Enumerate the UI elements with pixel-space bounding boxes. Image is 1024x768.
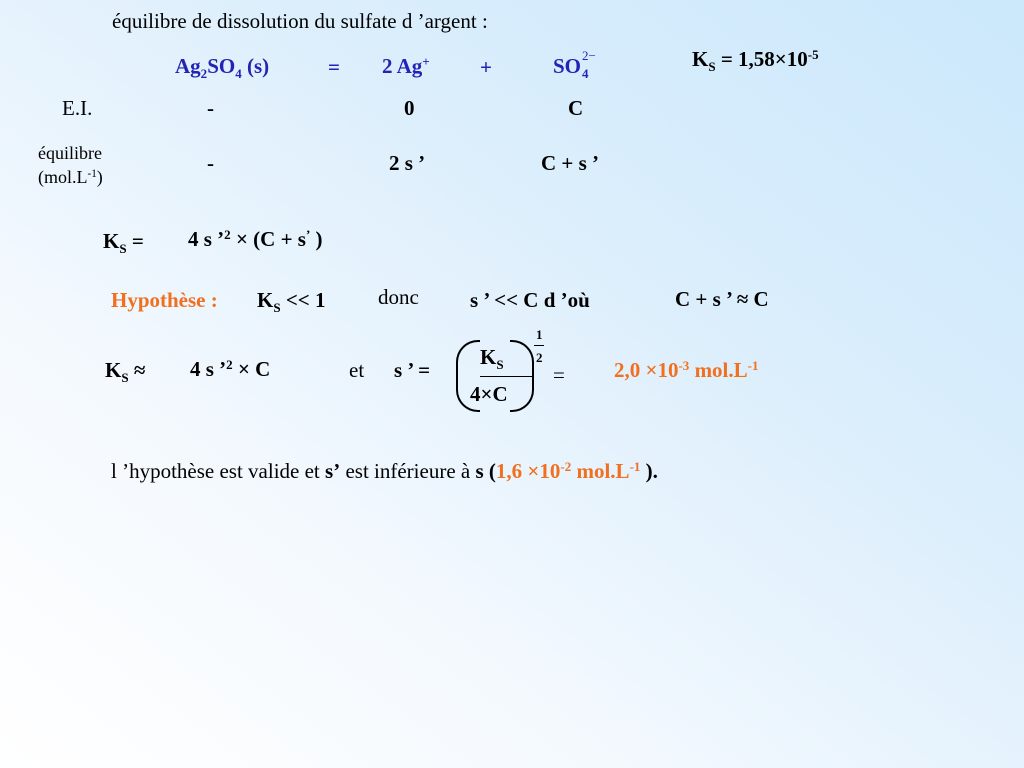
equation-plus: + (480, 55, 492, 79)
hypothesis-donc: donc (378, 285, 419, 309)
equation-equals: = (328, 55, 340, 79)
solubility-result: $2,0 \times 10^{-3}$ $mol.L^{-1}$ (614, 357, 759, 382)
row-eq-cell-3: C + s ’ (541, 151, 600, 175)
conclusion: l ’hypothèse est valide et s’ est inférieure à s ($1,6 \times 10^{-2}$ $mol.L^{-1}$ ). (111, 458, 658, 483)
ks-value: $K_S = 1,58\times 10^{-5}$ (692, 46, 819, 74)
row-ei-cell-2: 0 (404, 96, 415, 120)
row-eq-cell-2: 2 s ’ (389, 151, 426, 175)
exponent-denominator: 2 (536, 350, 543, 365)
et-word: et (349, 358, 365, 382)
row-eq-label: équilibre $(mol.L^{-1})$ (38, 143, 103, 187)
fraction-denominator: 4×C (470, 382, 508, 406)
ks-approx-expression: 4 s ’$^2$ × C (190, 356, 271, 381)
formula-equals: = (553, 363, 565, 387)
ks-approx-label: $K_S$ ≈ (105, 358, 146, 385)
hypothesis-approx: C + s ’ ≈ C (675, 287, 769, 311)
equation-reactant: $Ag_2SO_4$ (s) (175, 54, 270, 81)
row-ei-cell-1: - (207, 96, 214, 120)
ks-expression-label: $K_S$ = (103, 229, 144, 256)
fraction-bar (480, 376, 534, 377)
hypothesis-label: Hypothèse : (111, 288, 218, 312)
slide-title: équilibre de dissolution du sulfate d ’argent : (112, 9, 488, 33)
exponent-numerator: 1 (536, 327, 543, 342)
exponent-bar (534, 345, 544, 346)
hypothesis-result: s ’ << C d ’où (470, 288, 590, 312)
ks-expression: 4 s ’$^2$ × (C + s’ ) (188, 226, 323, 251)
fraction-numerator: $K_S$ (480, 345, 504, 372)
hypothesis-condition: $K_S << 1$ (257, 288, 326, 315)
equation-product-silver: 2 Ag+ (382, 53, 430, 78)
row-eq-cell-1: - (207, 151, 214, 175)
equation-product-sulfate: SO 2− 4 (553, 48, 596, 81)
row-ei-label: E.I. (62, 96, 93, 120)
s-prime-equals: s ’ = (394, 358, 431, 382)
row-ei-cell-3: C (568, 96, 584, 120)
